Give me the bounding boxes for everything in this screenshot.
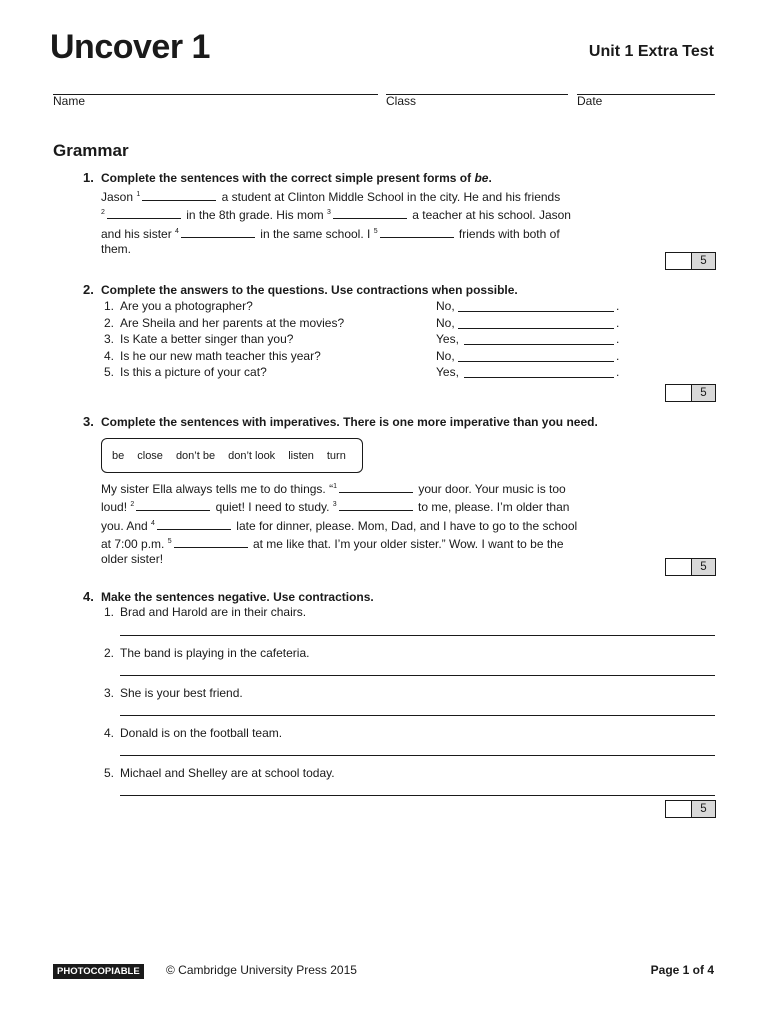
class-label: Class — [386, 94, 417, 108]
test-name: Unit 1 Extra Test — [588, 43, 714, 60]
date-label: Date — [577, 94, 603, 108]
page-number: Page 1 of 4 — [650, 963, 714, 977]
q3-instruction: Complete the sentences with imperatives. There is one more imperative than you need. — [101, 415, 598, 429]
word-item: don’t look — [228, 449, 276, 462]
q4-answer-line-1[interactable] — [120, 635, 715, 636]
q2-answer-line-2[interactable] — [458, 316, 614, 329]
q4-sentence-5: Michael and Shelley are at school today. — [120, 766, 335, 780]
copyright-text: © Cambridge University Press 2015 — [166, 963, 357, 977]
q4-answer-line-3[interactable] — [120, 715, 715, 716]
word-item: be — [112, 449, 125, 462]
word-item: close — [137, 449, 163, 462]
q2-score-box[interactable]: 5 — [665, 384, 716, 402]
q2-items — [100, 299, 620, 382]
q2-answer-line-5[interactable] — [464, 365, 614, 378]
q1-score-box[interactable]: 5 — [665, 252, 716, 270]
q2-item: 1. Are you a photographer? No, . — [103, 299, 620, 313]
document-title: Uncover 1 — [50, 28, 210, 66]
q4-sentence-2: The band is playing in the cafeteria. — [120, 646, 310, 660]
q4-sentence-1: Brad and Harold are in their chairs. — [120, 605, 307, 619]
q2-answer-line-4[interactable] — [458, 349, 614, 362]
q4-instruction: Make the sentences negative. Use contractions. — [101, 590, 374, 604]
word-item: listen — [288, 449, 314, 462]
name-label: Name — [53, 94, 86, 108]
q3-score-box[interactable]: 5 — [665, 558, 716, 576]
q1-paragraph: Jason $^1$ a student at Clinton Middle School in the city. He and his friends $^2$ in the 8th grade. His mom $^3$ a teacher at his school. Jason and his sister $^4$ in the same school. I $^5$ friends with both of them. — [101, 190, 571, 256]
q2-instruction: Complete the answers to the questions. Use contractions when possible. — [101, 283, 518, 297]
q4-sentence-4: Donald is on the football team. — [120, 726, 283, 740]
word-item: turn — [326, 449, 346, 462]
q3-paragraph: My sister Ella always tells me to do things. “$^1$ your door. Your music is too loud! $^2$ quiet! I need to study. $^3$ to me, please. I’m older than you. And $^4$ late for dinner, please. Mom, Dad, and I have to go to the school at 7:00 p.m. $^5$ at me like that. I’m your older sister.” Wow. I want to be the older sister! — [101, 482, 578, 567]
q4-score-box[interactable]: 5 — [665, 800, 716, 818]
q1-number: 1. — [83, 170, 94, 185]
q4-answer-line-2[interactable] — [120, 675, 715, 676]
q3-word-box — [101, 438, 363, 473]
q2-answer-line-3[interactable] — [464, 332, 614, 345]
q4-answer-line-4[interactable] — [120, 755, 715, 756]
q2-number: 2. — [83, 282, 94, 297]
q2-answer-line-1[interactable] — [458, 299, 614, 312]
name-line — [53, 94, 378, 95]
word-item: don’t be — [175, 449, 216, 462]
q4-number: 4. — [83, 589, 94, 604]
q1-instruction: Complete the sentences with the correct simple present forms of be. — [101, 171, 492, 185]
q2-item: 3. Is Kate a better singer than you? Yes, . — [103, 332, 620, 347]
q2-item: 2. Are Sheila and her parents at the movies? No, . — [103, 315, 620, 330]
q2-item: 4. Is he our new math teacher this year? No, . — [103, 348, 620, 363]
q4-sentence-3: She is your best friend. — [120, 686, 243, 700]
photocopiable-badge: PHOTOCOPIABLE — [53, 964, 144, 979]
q2-item: 5. Is this a picture of your cat? Yes, . — [103, 365, 620, 380]
q3-number: 3. — [83, 414, 94, 429]
section-title: Grammar — [53, 141, 129, 160]
q4-answer-line-5[interactable] — [120, 795, 715, 796]
